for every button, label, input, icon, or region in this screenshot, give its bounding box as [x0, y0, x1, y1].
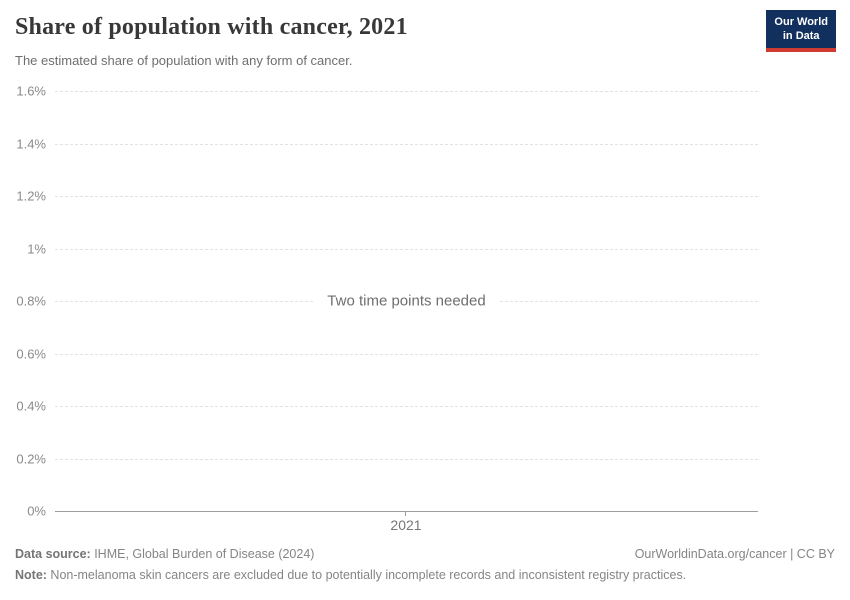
x-axis-tick-label: 2021	[390, 517, 422, 533]
y-axis-tick-label: 0.2%	[16, 451, 46, 466]
footer-data-source	[15, 547, 314, 561]
owid-logo-line2: in Data	[782, 29, 820, 42]
footer-data-source-text: IHME, Global Burden of Disease (2024)	[90, 547, 315, 561]
x-axis-tick-mark	[405, 511, 406, 516]
gridline	[55, 249, 758, 250]
y-axis-tick-label: 0.4%	[16, 398, 46, 414]
gridline	[55, 406, 758, 407]
gridline	[55, 91, 758, 92]
gridline	[55, 459, 758, 460]
gridline	[55, 354, 758, 355]
gridline	[55, 196, 758, 197]
chart-empty-message-text: Two time points needed	[313, 291, 499, 312]
y-axis-tick-label: 0.6%	[16, 346, 46, 361]
y-axis-tick-label: 1.2%	[16, 188, 46, 204]
footer-note	[15, 568, 686, 582]
footer-note-text: Non-melanoma skin cancers are excluded due to potentially incomplete records and inconsistent registry practices.	[46, 568, 687, 582]
footer-data-source-label: Data source:	[15, 547, 91, 561]
y-axis-tick-label: 0.8%	[16, 293, 46, 309]
y-axis-tick-label: 0%	[27, 503, 46, 519]
footer-note-label: Note:	[15, 568, 47, 582]
owid-logo[interactable]	[766, 10, 836, 52]
y-axis-tick-label: 1.4%	[16, 136, 46, 151]
footer-license-link[interactable]: OurWorldinData.org/cancer | CC BY	[634, 547, 835, 561]
chart-title: Share of population with cancer, 2021	[15, 14, 408, 40]
y-axis-tick-label: 1.6%	[16, 83, 46, 99]
chart-empty-message	[55, 292, 758, 322]
gridline	[55, 144, 758, 145]
y-axis-tick-label: 1%	[27, 241, 46, 256]
x-axis-line	[55, 511, 758, 512]
owid-logo-line1: Our World	[774, 16, 828, 28]
chart-subtitle: The estimated share of population with any form of cancer.	[15, 53, 353, 68]
